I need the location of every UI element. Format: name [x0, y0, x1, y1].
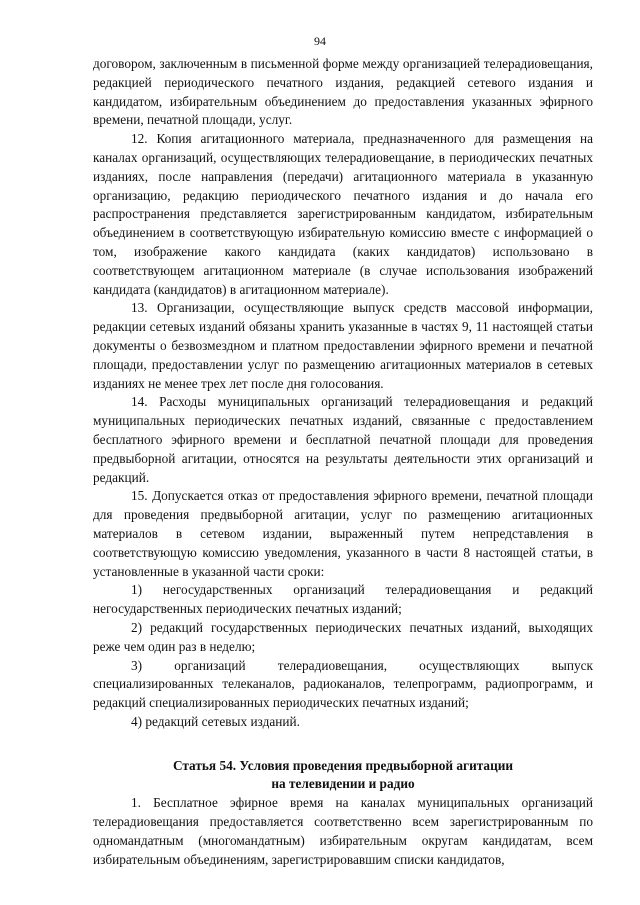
page-number: 94 — [314, 34, 326, 48]
paragraph-continuation: договором, заключенным в письменной форме между организацией телерадиовещания, редакцией периодического печатного издания, редакцией сетевого издания и кандидатом, избирательным объединением до предоставления указанных эфирного времени, печатной площади, услуг. — [93, 56, 593, 128]
article-paragraph-1: 1. Бесплатное эфирное время на каналах муниципальных организаций телерадиовещания предоставляется соответственно всем зарегистрированным по одномандатным (многомандатным) избирательным округам кандидатам, всем избирательным объединениям, зарегистрировавшим списки кандидатов, — [93, 795, 593, 867]
list-item-3: 3) организаций телерадиовещания, осуществляющих выпуск специализированных телеканалов, радиоканалов, телепрограмм, радиопрограмм, и редакций специализированных периодических печатных изданий; — [93, 657, 593, 711]
paragraph-item-12: 12. Копия агитационного материала, предназначенного для размещения на каналах организаций, осуществляющих телерадиовещание, в периодических печатных изданиях, после направления (передачи) агитационного материала в указанную организацию, редакцию периодического печатного издания и до начала его распространения представляется зарегистрированным кандидатом, избирательным объединением в соответствующую избирательную комиссию вместе с информацией о том, изображение какого кандидата (каких кандидатов) использовано в соответствующем агитационном материале (в случае использования изображений кандидата (кандидатов) в агитационном материале). — [93, 131, 593, 297]
article-heading — [93, 757, 593, 795]
paragraph-item-13: 13. Организации, осуществляющие выпуск средств массовой информации, редакции сетевых изданий обязаны хранить указанные в частях 9, 11 настоящей статьи документы о безвозмездном и платном предоставлении эфирного времени и печатной площади, предоставлении услуг по размещению агитационных материалов в сетевых изданиях не менее трех лет после дня голосования. — [93, 300, 593, 391]
list-item-2: 2) редакций государственных периодических печатных изданий, выходящих реже чем один раз в неделю; — [93, 619, 593, 654]
document-body — [93, 55, 593, 869]
list-item-4: 4) редакций сетевых изданий. — [131, 713, 300, 729]
list-item-1: 1) негосударственных организаций телерадиовещания и редакций негосударственных периодических печатных изданий; — [93, 582, 593, 617]
paragraph-item-14: 14. Расходы муниципальных организаций телерадиовещания и редакций муниципальных периодических печатных изданий, связанные с предоставлением бесплатного эфирного времени и бесплатной печатной площади для проведения предвыборной агитации, относятся на результаты деятельности этих организаций и редакций. — [93, 394, 593, 485]
article-heading-line-2: на телевидении и радио — [271, 776, 415, 792]
paragraph-item-15: 15. Допускается отказ от предоставления эфирного времени, печатной площади для проведения предвыборной агитации, услуг по размещению агитационных материалов в сетевом издании, выраженный путем непредставления в соответствующую комиссию уведомления, указанного в части 8 настоящей статьи, в установленные в указанной части сроки: — [93, 488, 593, 579]
article-heading-line-1: Статья 54. Условия проведения предвыборной агитации — [172, 757, 514, 773]
